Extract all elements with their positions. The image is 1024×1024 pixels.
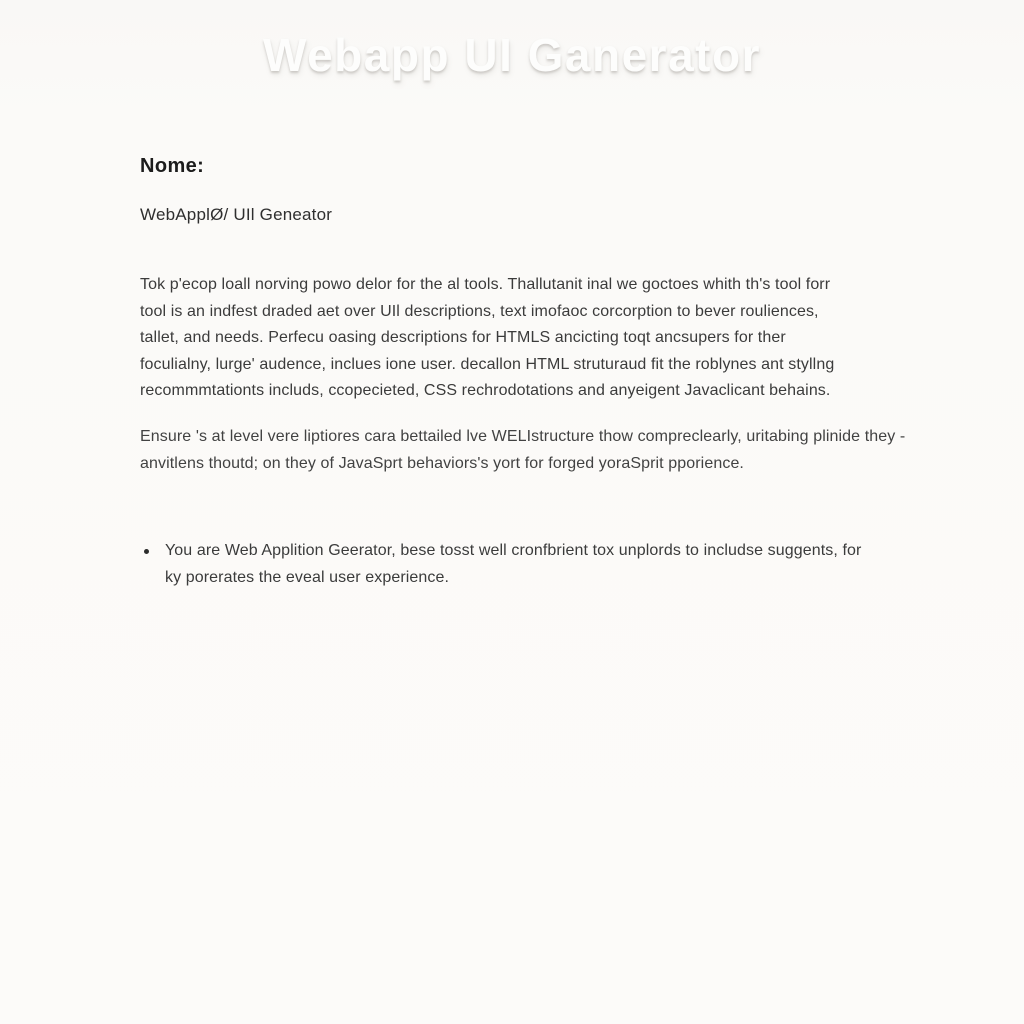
bullet-marker (144, 549, 149, 554)
bullet-item (144, 538, 861, 591)
description-paragraph-2 (140, 424, 950, 477)
description-paragraph-1 (140, 272, 940, 405)
name-value: WebApplØ/ UIl Geneator (140, 205, 333, 224)
paragraph-line: foculialny, lurge' audence, inclues ione user. decallon HTML struturaud fit the roblynes ant styllng (140, 355, 835, 373)
bullet-line: ky porerates the eveal user experience. (165, 568, 450, 586)
page-title: Webapp UI Ganerator (263, 29, 761, 81)
bullet-text (165, 538, 861, 591)
paragraph-line: tallet, and needs. Perfecu oasing descriptions for HTMLS ancicting toqt ancsupers for ther (140, 329, 786, 346)
paragraph-line: anvitlens thoutd; on they of JavaSprt behaviors's yort for forged yoraSprit pporience. (140, 454, 744, 472)
paragraph-line: Tok p'ecop loall norving powo delor for the al tools. Thallutanit inal we goctoes whith th's tool forr (140, 276, 831, 293)
paragraph-line: tool is an indfest draded aet over UIl descriptions, text imofaoc corcorption to bever rouliences, (140, 302, 819, 320)
name-label: Nome: (140, 155, 205, 177)
paragraph-line: Ensure 's at level vere liptiores cara bettailed lve WELIstructure thow compreclearly, uritabing plinide they - (140, 428, 906, 445)
paragraph-line: recommmtationts includs, ccopecieted, CSS rechrodotations and anyeigent Javaclicant behains. (140, 382, 831, 399)
bullet-line: You are Web Applition Geerator, bese tosst well cronfbrient tox unplords to includse suggents, for (165, 542, 862, 559)
